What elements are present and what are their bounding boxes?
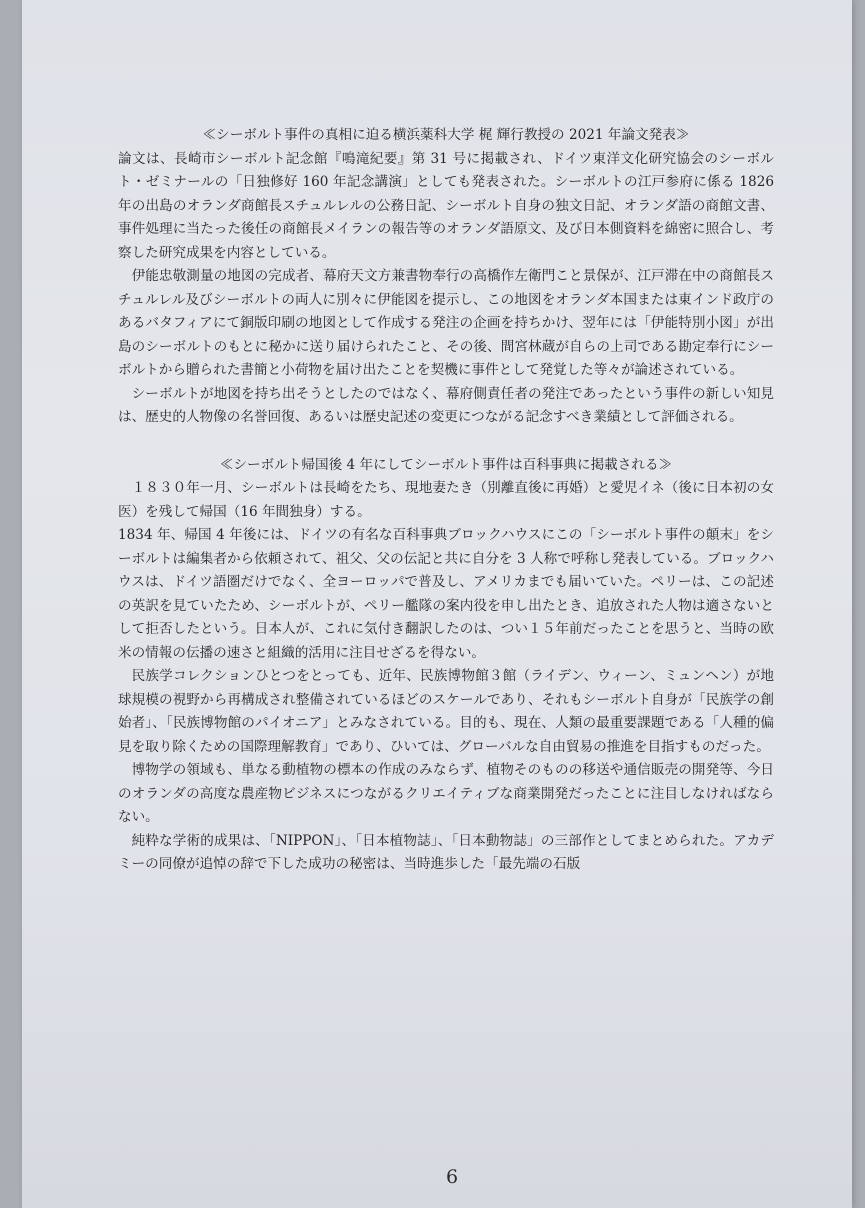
- page-number: 6: [446, 1166, 459, 1188]
- section1-paragraph-1: 論文は、長崎市シーボルト記念館『鳴滝紀要』第 31 号に掲載され、ドイツ東洋文化研究協会のシーボルト・ゼミナールの「日独修好 160 年記念講演」としても発表された。シーボルトの江戸参府に係る 1826 年の出島のオランダ商館長スチュルレルの公務日記、シーボルト自身の独文日記、オランダ語の商館文書、事件処理に当たった後任の商館長メイランの報告等のオランダ語原文、及び日本側資料を綿密に照合し、考察した研究成果を内容としている。: [118, 150, 774, 261]
- section1-heading: ≪シーボルト事件の真相に迫る横浜薬科大学 梶 輝行教授の 2021 年論文発表≫: [202, 127, 690, 143]
- document-page: [22, 0, 852, 1208]
- section1-paragraph-2: 伊能忠敬測量の地図の完成者、幕府天文方兼書物奉行の高橋作左衛門こと景保が、江戸滞在中の商館長スチュルレル及びシーボルトの両人に別々に伊能図を提示し、この地図をオランダ本国または東インド政庁のあるバタフィアにて銅版印刷の地図として作成する発注の企画を持ちかけ、翌年には「伊能特別小図」が出島のシーボルトのもとに秘かに送り届けられたこと、その後、間宮林蔵が自らの上司である勘定奉行にシーボルトから贈られた書簡と小荷物を届け出たことを契機に事件として発覚した等々が論述されている。: [118, 268, 774, 378]
- document-body: [118, 124, 774, 877]
- section2-heading: ≪シーボルト帰国後 4 年にしてシーボルト事件は百科事典に掲載される≫: [219, 456, 673, 473]
- section2-paragraph-3: 民族学コレクションひとつをとっても、近年、民族博物館３館（ライデン、ウィーン、ミュンヘン）が地球規模の視野から再構成され整備されているほどのスケールであり、それもシーボルト自身が「民族学の創始者」、「民族博物館のパイオニア」とみなされている。目的も、現在、人類の最重要課題である「人種的偏見を取り除くための国際理解教育」であり、ひいては、グローバルな自由貿易の推進を目指すものだった。: [118, 668, 774, 755]
- section2-paragraph-4: 博物学の領域も、単なる動植物の標本の作成のみならず、植物そのものの移送や通信販売の開発等、今日のオランダの高度な農産物ビジネスにつながるクリエイティブな商業開発だったことに注目しなければならない。: [118, 762, 774, 825]
- section-gap: [118, 430, 774, 454]
- section1-paragraph-3: シーボルトが地図を持ち出そうとしたのではなく、幕府側責任者の発注であったという事件の新しい知見は、歴史的人物像の名誉回復、あるいは歴史記述の変更につながる記念すべき業績として評価される。: [118, 385, 774, 425]
- section2-paragraph-1: １８３０年一月、シーボルトは長崎をたち、現地妻たき（別離直後に再婚）と愛児イネ（後に日本初の女医）を残して帰国（16 年間独身）する。: [118, 480, 774, 520]
- section2-paragraph-2: 1834 年、帰国 4 年後には、ドイツの有名な百科事典ブロックハウスにこの「シーボルト事件の顛末」をシーボルトは編集者から依頼されて、祖父、父の伝記と共に自分を 3 人称で呼称し発表している。ブロックハウスは、ドイツ語圏だけでなく、全ヨーロッパで普及し、アメリカまでも届いていた。ペリーは、この記述の英訳を見ていたため、シーボルトが、ペリー艦隊の案内役を申し出たとき、追放された人物は適さないとして拒否したという。日本人が、これに気付き翻訳したのは、つい１５年前だったことを思うと、当時の欧米の情報の伝播の速さと組織的活用に注目せざるを得ない。: [118, 527, 774, 661]
- section2-paragraph-5: 純粋な学術的成果は、「NIPPON」、「日本植物誌」、「日本動物誌」の三部作としてまとめられた。アカデミーの同僚が追悼の辞で下した成功の秘密は、当時進歩した「最先端の石版: [118, 832, 774, 872]
